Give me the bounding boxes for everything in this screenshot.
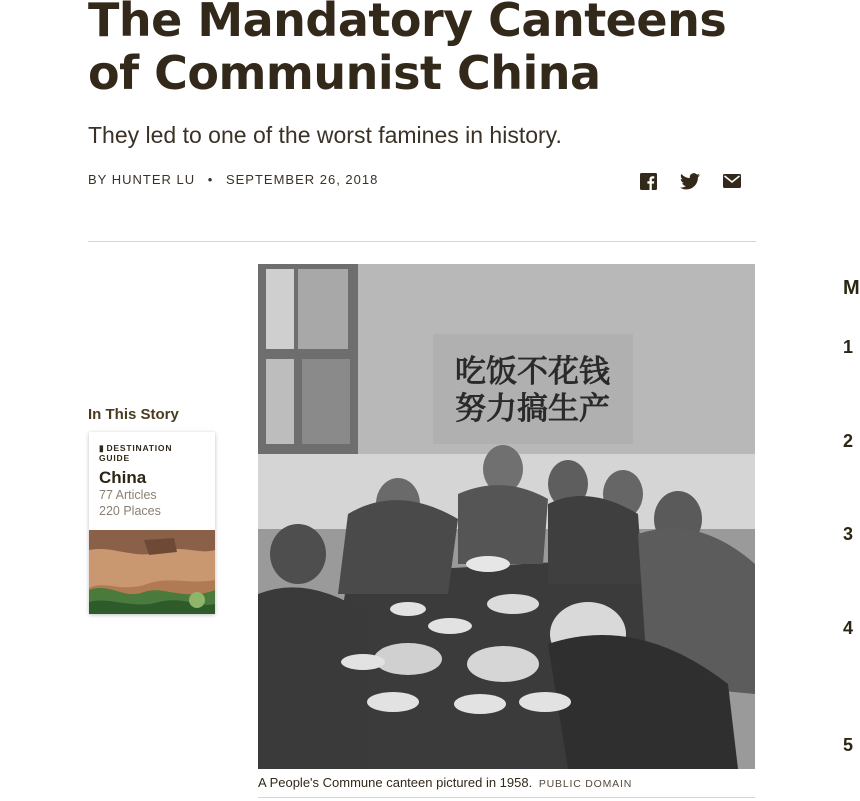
destination-guide-label [99,443,172,463]
sidebar-heading: M [843,277,860,299]
twitter-icon [680,173,700,190]
byline-prefix: BY [88,172,108,187]
facebook-icon [640,173,657,190]
author-link[interactable]: HUNTER LU [111,172,196,187]
byline-separator: • [207,172,214,187]
china-landscape-image [89,530,215,614]
sidebar-item-number[interactable]: 2 [843,431,854,451]
caption-text: A People's Commune canteen pictured in 1958. [258,775,533,790]
sign-line-2: 努力搞生产 [455,391,610,427]
sidebar-item-number[interactable]: 4 [843,618,854,638]
guide-title: China [99,468,147,487]
sidebar-item-number[interactable]: 1 [843,337,854,357]
guide-label-line1: DESTINATION [106,443,173,453]
guide-places-count: 220 Places [99,504,161,518]
photo-caption [258,775,632,790]
guide-label-line2: GUIDE [99,453,130,463]
photo-credit: PUBLIC DOMAIN [538,778,633,790]
destination-guide-card[interactable] [89,432,215,614]
publish-date: SEPTEMBER 26, 2018 [225,172,379,187]
twitter-share-button[interactable] [679,170,701,192]
sign-line-1: 吃饭不花钱 [455,354,610,390]
map-pin-icon: ▮ [99,443,105,453]
guide-articles-count: 77 Articles [99,488,157,502]
caption-divider [258,797,755,798]
canteen-photo [258,264,755,769]
article-subtitle: They led to one of the worst famines in history. [88,122,562,148]
email-share-button[interactable] [721,170,743,192]
in-this-story-heading: In This Story [88,406,179,423]
email-icon [723,174,741,188]
header-divider [88,241,756,242]
sidebar-item-number[interactable]: 3 [843,524,854,544]
facebook-share-button[interactable] [637,170,659,192]
sidebar-item-number[interactable]: 5 [843,735,854,755]
byline [88,172,378,187]
article-title: The Mandatory Canteens of Communist China [88,0,727,100]
